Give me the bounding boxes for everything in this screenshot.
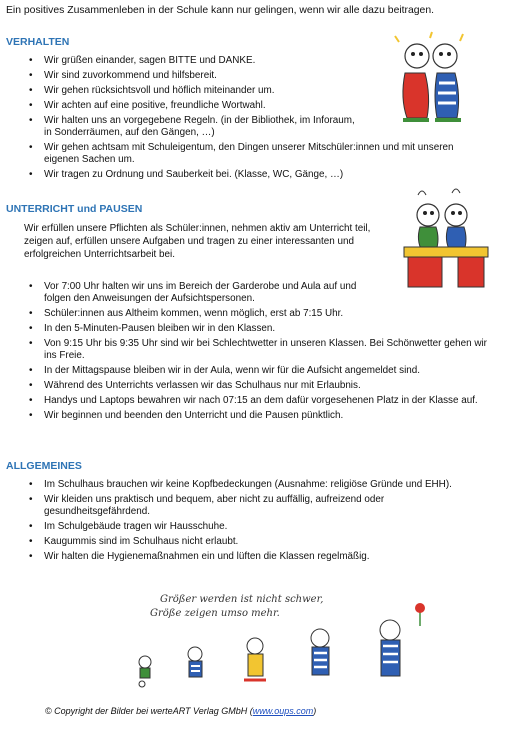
list-item: • Schüler:innen aus Altheim kommen, wenn möglich, erst ab 7:15 Uhr. [24,308,494,320]
illustration-caption-line1: Größer werden ist nicht schwer, [160,594,324,605]
illustration-growing-figures [120,580,460,692]
list-item: • Wir sind zuvorkommend und hilfsbereit. [24,70,364,82]
unterricht-paragraph: Wir erfüllen unsere Pflichten als Schüler:innen, nehmen aktiv am Unterricht teil, zeigen auf, erfüllen unsere Aufgaben und tragen zu einer interessanten und erfolgreichen Unterrichtsarbeit bei. [24,223,371,260]
list-item: • Im Schulgebäude tragen wir Hausschuhe. [24,521,494,533]
list-item: • Wir gehen achtsam mit Schuleigentum, den Dingen unserer Mitschüler:innen und mit unseren eigenen Sachen um. [24,142,474,166]
illustration-two-figures [375,28,485,138]
list-item: • Wir gehen rücksichtsvoll und höflich miteinander um. [24,85,364,97]
list-item: • Von 9:15 Uhr bis 9:35 Uhr sind wir bei Schlechtwetter in unseren Klassen. Bei Schönwetter gehen wir ins Freie. [24,338,494,362]
heading-verhalten: VERHALTEN [6,36,70,48]
intro-text: Ein positives Zusammenleben in der Schule kann nur gelingen, wenn wir alle dazu beitragen. [6,5,434,16]
list-item: • Kaugummis sind im Schulhaus nicht erlaubt. [24,536,494,548]
list-allgemeines [24,479,494,566]
list-item: • Wir grüßen einander, sagen BITTE und DANKE. [24,55,364,67]
list-item: • Wir tragen zu Ordnung und Sauberkeit bei. (Klasse, WC, Gänge, …) [24,169,474,181]
list-item: • In der Mittagspause bleiben wir in der Aula, wenn wir für die Aufsicht angemeldet sind. [24,365,494,377]
copyright-note [45,706,316,716]
list-item: • Wir kleiden uns praktisch und bequem, aber nicht zu auffällig, aufreizend oder gesundheitsgefährdend. [24,494,444,518]
heading-unterricht: UNTERRICHT und PAUSEN [6,203,143,215]
list-verhalten [24,55,454,184]
list-item: • Wir halten die Hygienemaßnahmen ein und lüften die Klassen regelmäßig. [24,551,494,563]
list-item: • Wir halten uns an vorgegebene Regeln. (in der Bibliothek, im Inforaum, in Sonderräumen, auf den Gängen, …) [24,115,364,139]
illustration-caption-line2: Größe zeigen umso mehr. [150,608,280,619]
heading-allgemeines: ALLGEMEINES [6,460,82,472]
list-item: • Wir achten auf eine positive, freundliche Wortwahl. [24,100,364,112]
copyright-prefix: © Copyright der Bilder bei werteART Verlag GMbH ( [45,706,253,716]
list-item: • Vor 7:00 Uhr halten wir uns im Bereich der Garderobe und Aula auf und folgen den Anweisungen der Aufsichtspersonen. [24,281,374,305]
list-item: • Handys und Laptops bewahren wir nach 07:15 an dem dafür vorgesehenen Platz in der Klasse auf. [24,395,494,407]
copyright-suffix: ) [313,706,317,716]
copyright-link[interactable]: www.oups.com [252,706,314,716]
list-item: • In den 5-Minuten-Pausen bleiben wir in den Klassen. [24,323,494,335]
list-item: • Im Schulhaus brauchen wir keine Kopfbedeckungen (Ausnahme: religiöse Gründe und EHH). [24,479,494,491]
list-unterricht [24,281,494,425]
list-item: • Wir beginnen und beenden den Unterricht und die Pausen pünktlich. [24,410,494,422]
list-item: • Während des Unterrichts verlassen wir das Schulhaus nur mit Erlaubnis. [24,380,494,392]
